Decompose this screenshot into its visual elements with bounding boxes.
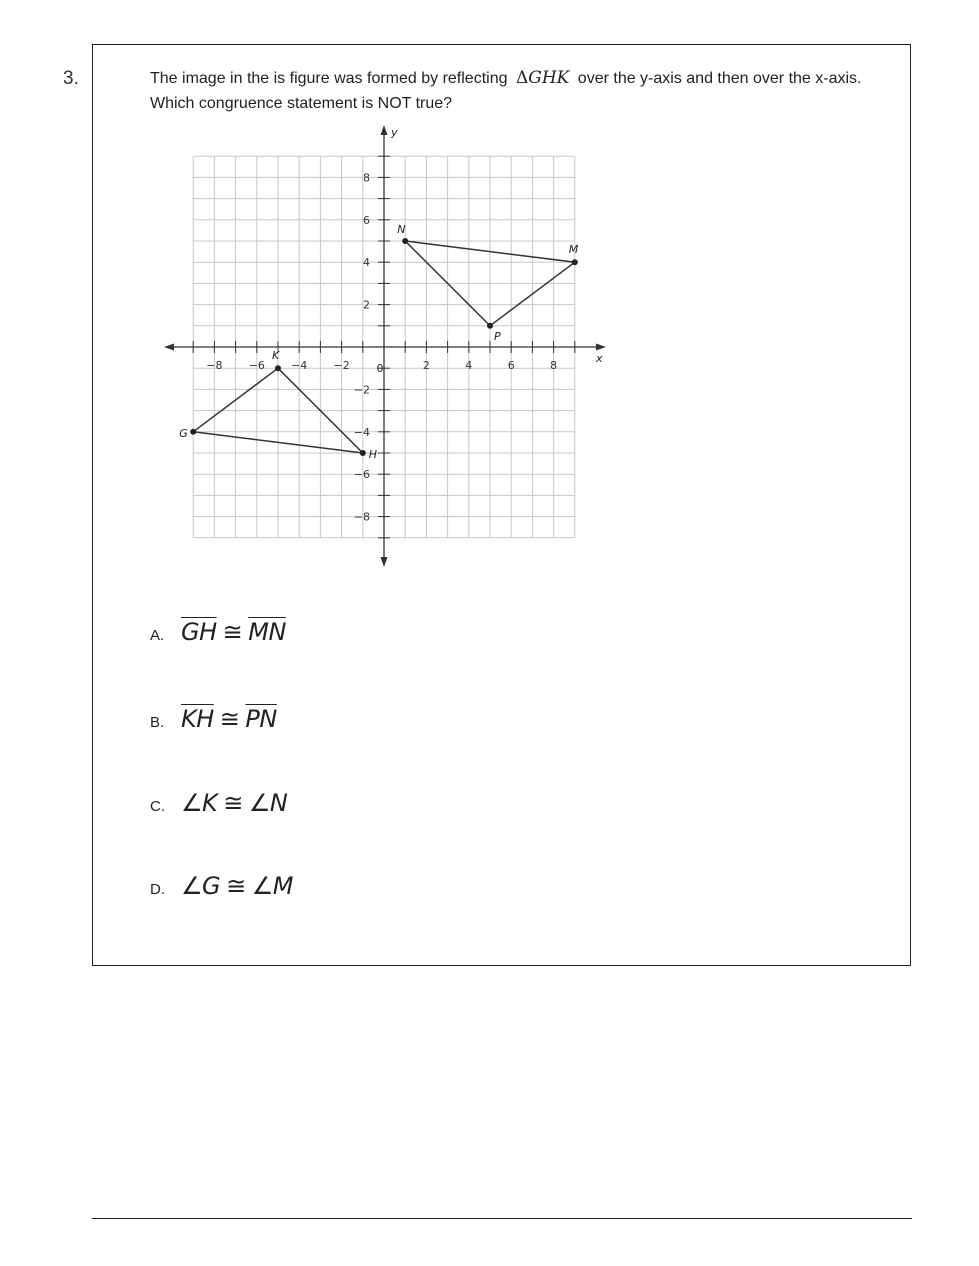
point-label-k: K	[272, 349, 280, 363]
segment-kh: $\overline{KH}$	[181, 705, 214, 733]
x-tick-label: −6	[248, 359, 265, 372]
x-tick-label: 2	[422, 359, 430, 372]
y-tick-label: −6	[353, 468, 370, 482]
point-h	[360, 450, 366, 456]
x-axis-arrow-right	[596, 344, 606, 351]
y-tick-label: 8	[363, 171, 370, 185]
point-k	[275, 365, 281, 371]
y-tick-label: 2	[363, 298, 370, 312]
point-label-g: G	[179, 426, 188, 440]
footer-rule	[92, 1218, 912, 1219]
x-tick-label: −2	[333, 359, 350, 372]
choice-a-expression: $\overline{GH}$ ≅ $\overline{MN}$	[181, 618, 286, 646]
y-axis-arrow-down	[381, 557, 388, 567]
prompt-text-after: over the y-axis and then over the x-axis. Which congruence statement is NOT true?	[150, 70, 862, 112]
point-n	[402, 238, 408, 244]
point-label-m: M	[568, 243, 579, 257]
choice-c-expression: ∠K ≅ ∠N	[181, 789, 288, 817]
y-axis-label: y	[391, 126, 398, 139]
point-g	[190, 429, 196, 435]
point-m	[572, 259, 578, 265]
coordinate-graph	[150, 118, 620, 578]
y-tick-label: 6	[363, 213, 370, 227]
y-axis-arrow-up	[381, 125, 388, 135]
angle-symbol: ∠	[251, 872, 273, 900]
segment-pn: $\overline{PN}$	[245, 705, 277, 733]
question-number: 3.	[63, 68, 79, 89]
origin-label: 0	[376, 362, 384, 375]
angle-symbol: ∠	[248, 789, 270, 817]
choice-c-letter: C.	[150, 798, 165, 815]
prompt-text-before: The image in the is figure was formed by reflecting	[150, 70, 508, 87]
choice-b-expression: $\overline{KH}$ ≅ $\overline{PN}$	[181, 705, 277, 733]
y-tick-label: 4	[363, 256, 370, 270]
choice-a-letter: A.	[150, 627, 165, 644]
triangle-ghk-math: ΔGHK	[515, 68, 570, 88]
point-p	[487, 323, 493, 329]
angle-symbol: ∠	[181, 872, 203, 900]
x-tick-label: −8	[206, 359, 223, 372]
choice-d-expression: ∠G ≅ ∠M	[181, 872, 293, 900]
choice-b-letter: B.	[150, 714, 165, 731]
point-label-h: H	[368, 448, 378, 461]
choice-d-letter: D.	[150, 881, 165, 898]
x-tick-label: 6	[507, 359, 515, 372]
point-label-p: P	[494, 329, 501, 343]
x-tick-label: 8	[550, 359, 558, 372]
y-tick-label: −2	[353, 383, 370, 397]
segment-gh: $\overline{GH}$	[181, 618, 217, 646]
y-tick-label: −4	[353, 425, 370, 439]
x-axis-arrow-left	[164, 344, 174, 351]
y-tick-label: −8	[353, 510, 370, 524]
question-prompt	[150, 66, 870, 116]
x-tick-label: 4	[465, 359, 473, 372]
angle-symbol: ∠	[181, 789, 203, 817]
point-label-n: N	[397, 223, 406, 236]
x-axis-label: x	[596, 352, 603, 365]
segment-mn: $\overline{MN}$	[248, 618, 286, 646]
x-tick-label: −4	[291, 359, 308, 372]
